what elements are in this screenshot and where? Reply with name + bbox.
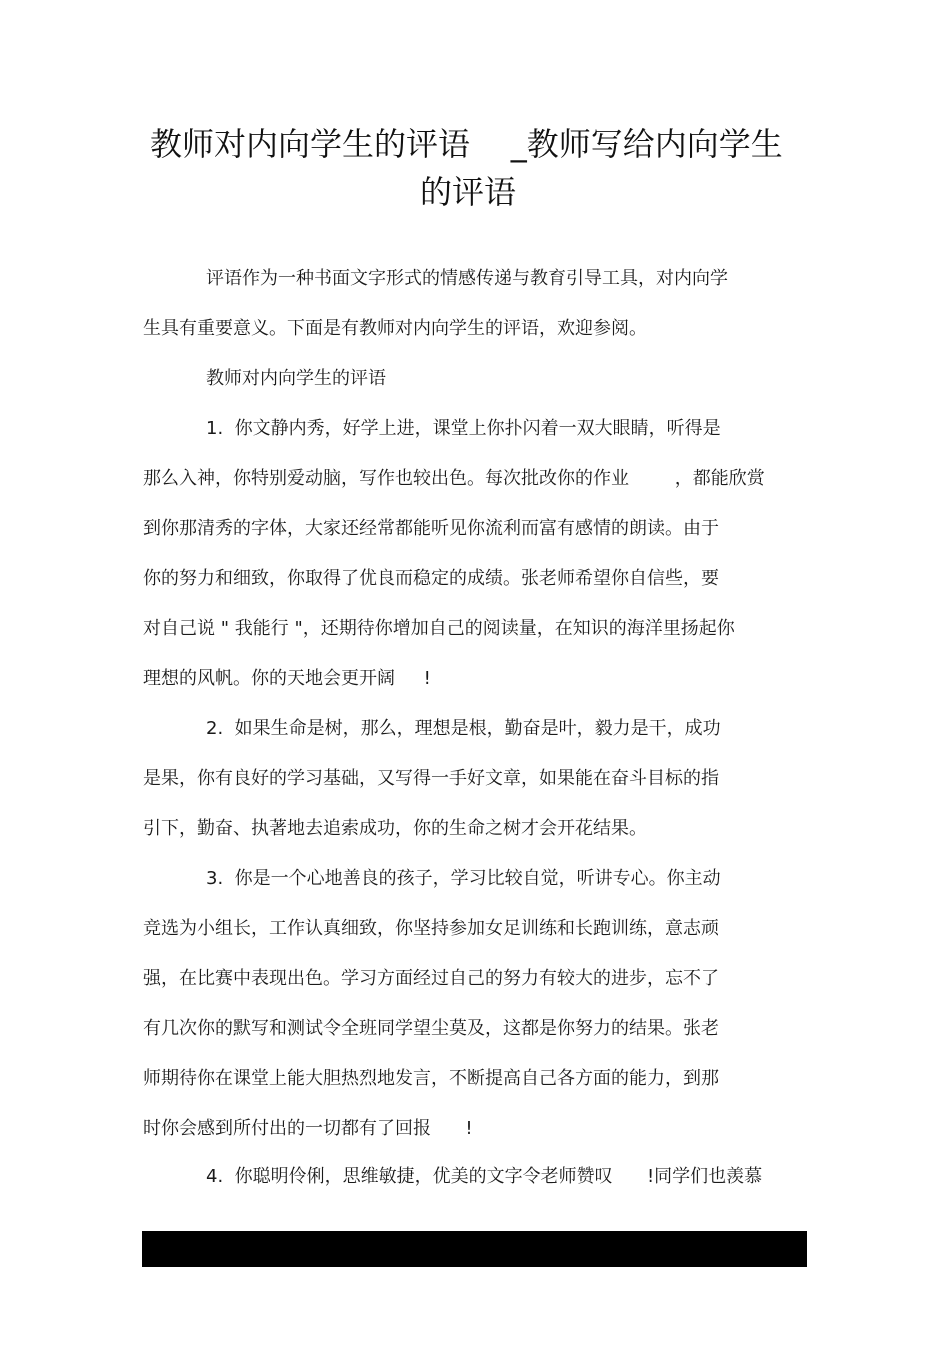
item-1-line-3: 到你那清秀的字体，大家还经常都能听见你流利而富有感情的朗读。由于: [143, 518, 719, 539]
item-1-line-6: 理想的风帆。你的天地会更开阔 !: [143, 668, 431, 689]
item-1-line-1: 1. 你文静内秀，好学上进，课堂上你扑闪着一双大眼睛，听得是: [206, 418, 721, 439]
item-3-line-1: 3. 你是一个心地善良的孩子，学习比较自觉，听讲专心。你主动: [206, 868, 721, 889]
item-2-line-2: 是果，你有良好的学习基础，又写得一手好文章，如果能在奋斗目标的指: [143, 768, 719, 789]
item-3-line-2: 竞选为小组长，工作认真细致，你坚持参加女足训练和长跑训练，意志顽: [143, 918, 719, 939]
document-title-line-1: 教师对内向学生的评语 _教师写给内向学生: [150, 125, 783, 163]
item-3-line-6: 时你会感到所付出的一切都有了回报 !: [143, 1118, 473, 1139]
item-1-line-4: 你的努力和细致，你取得了优良而稳定的成绩。张老师希望你自信些，要: [143, 568, 719, 589]
item-4-line-1: 4. 你聪明伶俐，思维敏捷，优美的文字令老师赞叹 !同学们也羡慕: [206, 1166, 763, 1187]
item-1-line-2: 那么入神，你特别爱动脑，写作也较出色。每次批改你的作业 ，都能欣赏: [143, 468, 765, 489]
item-3-line-4: 有几次你的默写和测试令全班同学望尘莫及，这都是你努力的结果。张老: [143, 1018, 719, 1039]
bottom-black-bar: [142, 1231, 807, 1267]
item-1-line-5: 对自己说 " 我能行 "，还期待你增加自己的阅读量，在知识的海洋里扬起你: [143, 618, 735, 639]
item-2-line-3: 引下，勤奋、执著地去追索成功，你的生命之树才会开花结果。: [143, 818, 647, 839]
item-3-line-3: 强，在比赛中表现出色。学习方面经过自己的努力有较大的进步，忘不了: [143, 968, 719, 989]
intro-line-2: 生具有重要意义。下面是有教师对内向学生的评语，欢迎参阅。: [143, 318, 647, 339]
item-3-line-5: 师期待你在课堂上能大胆热烈地发言，不断提高自己各方面的能力，到那: [143, 1068, 719, 1089]
section-heading: 教师对内向学生的评语: [206, 368, 386, 389]
item-2-line-1: 2. 如果生命是树，那么，理想是根，勤奋是叶，毅力是干，成功: [206, 718, 721, 739]
intro-line-1: 评语作为一种书面文字形式的情感传递与教育引导工具，对内向学: [206, 268, 728, 289]
document-title-line-2: 的评语: [420, 173, 517, 211]
